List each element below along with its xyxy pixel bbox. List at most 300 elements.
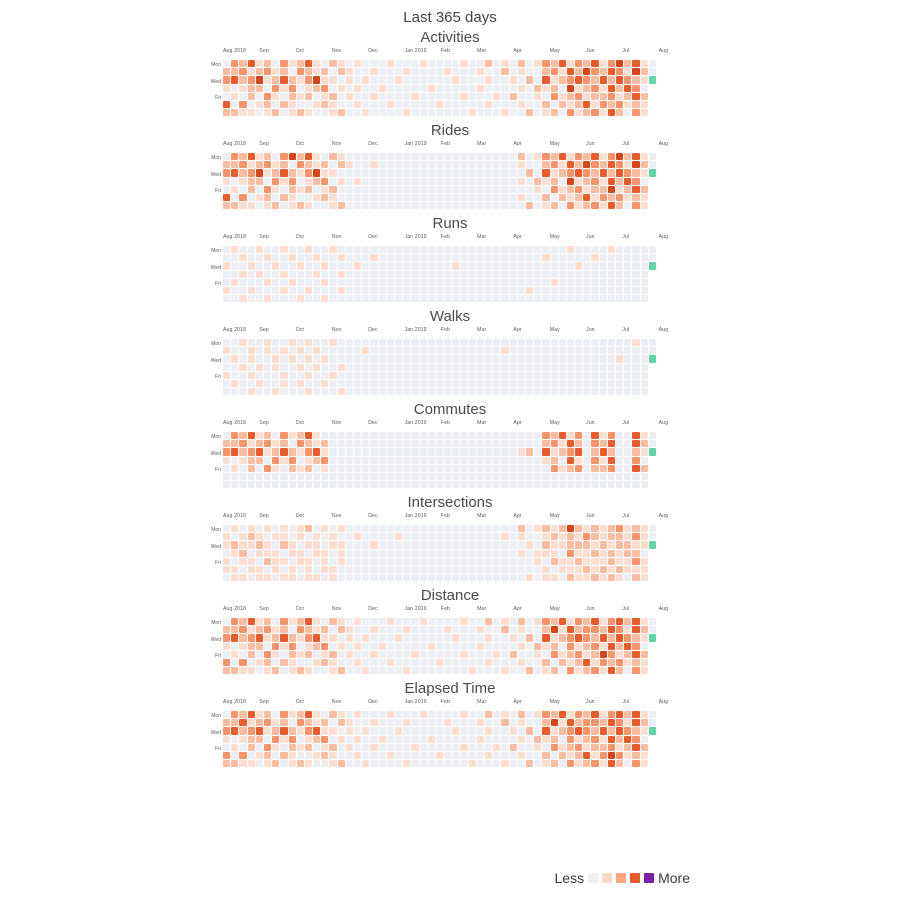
heatmap-day-cell[interactable] <box>518 634 525 641</box>
heatmap-day-cell[interactable] <box>395 372 402 379</box>
heatmap-day-cell[interactable] <box>469 744 476 751</box>
heatmap-day-cell[interactable] <box>420 558 427 565</box>
heatmap-day-cell[interactable] <box>387 380 394 387</box>
heatmap-day-cell[interactable] <box>591 109 598 116</box>
heatmap-day-cell[interactable] <box>231 558 238 565</box>
heatmap-day-cell[interactable] <box>354 760 361 767</box>
heatmap-day-cell[interactable] <box>329 202 336 209</box>
heatmap-day-cell[interactable] <box>289 667 296 674</box>
heatmap-day-cell[interactable] <box>411 153 418 160</box>
heatmap-day-cell[interactable] <box>329 525 336 532</box>
heatmap-day-cell[interactable] <box>403 651 410 658</box>
heatmap-day-cell[interactable] <box>313 626 320 633</box>
heatmap-day-cell[interactable] <box>477 364 484 371</box>
heatmap-day-cell[interactable] <box>575 525 582 532</box>
heatmap-day-cell[interactable] <box>329 533 336 540</box>
heatmap-day-cell[interactable] <box>493 533 500 540</box>
heatmap-day-cell[interactable] <box>379 727 386 734</box>
heatmap-day-cell[interactable] <box>379 364 386 371</box>
heatmap-day-cell[interactable] <box>436 448 443 455</box>
heatmap-day-cell[interactable] <box>354 618 361 625</box>
heatmap-day-cell[interactable] <box>641 388 648 395</box>
heatmap-day-cell[interactable] <box>280 364 287 371</box>
heatmap-day-cell[interactable] <box>616 618 623 625</box>
heatmap-day-cell[interactable] <box>436 727 443 734</box>
heatmap-day-cell[interactable] <box>551 752 558 759</box>
heatmap-day-cell[interactable] <box>551 634 558 641</box>
heatmap-day-cell[interactable] <box>329 643 336 650</box>
heatmap-day-cell[interactable] <box>624 380 631 387</box>
heatmap-day-cell[interactable] <box>624 60 631 67</box>
heatmap-day-cell[interactable] <box>559 93 566 100</box>
heatmap-day-cell[interactable] <box>600 541 607 548</box>
heatmap-day-cell[interactable] <box>583 566 590 573</box>
heatmap-day-cell[interactable] <box>641 68 648 75</box>
heatmap-day-cell[interactable] <box>248 202 255 209</box>
heatmap-day-cell[interactable] <box>379 60 386 67</box>
heatmap-day-cell[interactable] <box>632 85 639 92</box>
heatmap-day-cell[interactable] <box>289 85 296 92</box>
heatmap-day-cell[interactable] <box>501 93 508 100</box>
heatmap-day-cell[interactable] <box>526 295 533 302</box>
heatmap-day-cell[interactable] <box>403 68 410 75</box>
heatmap-day-cell[interactable] <box>248 541 255 548</box>
heatmap-day-cell[interactable] <box>591 752 598 759</box>
heatmap-day-cell[interactable] <box>493 457 500 464</box>
heatmap-day-cell[interactable] <box>460 727 467 734</box>
heatmap-day-cell[interactable] <box>452 380 459 387</box>
heatmap-day-cell[interactable] <box>248 727 255 734</box>
heatmap-day-cell[interactable] <box>338 727 345 734</box>
heatmap-day-cell[interactable] <box>518 574 525 581</box>
heatmap-day-cell[interactable] <box>452 618 459 625</box>
heatmap-day-cell[interactable] <box>632 68 639 75</box>
heatmap-day-cell[interactable] <box>362 380 369 387</box>
heatmap-day-cell[interactable] <box>608 727 615 734</box>
heatmap-day-cell[interactable] <box>354 448 361 455</box>
heatmap-day-cell[interactable] <box>362 287 369 294</box>
heatmap-day-cell[interactable] <box>649 440 656 447</box>
heatmap-day-cell[interactable] <box>346 380 353 387</box>
heatmap-day-cell[interactable] <box>428 574 435 581</box>
heatmap-day-cell[interactable] <box>239 339 246 346</box>
heatmap-day-cell[interactable] <box>444 271 451 278</box>
heatmap-day-cell[interactable] <box>338 153 345 160</box>
heatmap-day-cell[interactable] <box>534 279 541 286</box>
heatmap-day-cell[interactable] <box>411 169 418 176</box>
heatmap-day-cell[interactable] <box>485 711 492 718</box>
heatmap-day-cell[interactable] <box>223 194 230 201</box>
heatmap-day-cell[interactable] <box>452 440 459 447</box>
heatmap-day-cell[interactable] <box>444 295 451 302</box>
heatmap-day-cell[interactable] <box>559 68 566 75</box>
heatmap-day-cell[interactable] <box>354 651 361 658</box>
heatmap-day-cell[interactable] <box>444 473 451 480</box>
heatmap-day-cell[interactable] <box>649 711 656 718</box>
heatmap-day-cell[interactable] <box>362 626 369 633</box>
heatmap-day-cell[interactable] <box>436 719 443 726</box>
heatmap-day-cell[interactable] <box>600 372 607 379</box>
heatmap-day-cell[interactable] <box>338 550 345 557</box>
heatmap-day-cell[interactable] <box>395 626 402 633</box>
heatmap-day-cell[interactable] <box>272 287 279 294</box>
heatmap-day-cell[interactable] <box>526 194 533 201</box>
heatmap-day-cell[interactable] <box>444 574 451 581</box>
heatmap-day-cell[interactable] <box>616 186 623 193</box>
heatmap-day-cell[interactable] <box>272 432 279 439</box>
heatmap-day-cell[interactable] <box>436 287 443 294</box>
heatmap-day-cell[interactable] <box>354 194 361 201</box>
heatmap-day-cell[interactable] <box>510 550 517 557</box>
heatmap-day-cell[interactable] <box>305 634 312 641</box>
heatmap-day-cell[interactable] <box>313 287 320 294</box>
heatmap-day-cell[interactable] <box>551 525 558 532</box>
heatmap-day-cell[interactable] <box>395 760 402 767</box>
heatmap-day-cell[interactable] <box>387 347 394 354</box>
heatmap-day-cell[interactable] <box>542 93 549 100</box>
heatmap-day-cell[interactable] <box>370 372 377 379</box>
heatmap-day-cell[interactable] <box>223 347 230 354</box>
heatmap-day-cell[interactable] <box>559 566 566 573</box>
heatmap-day-cell[interactable] <box>460 380 467 387</box>
heatmap-day-cell[interactable] <box>354 178 361 185</box>
heatmap-day-cell[interactable] <box>649 760 656 767</box>
heatmap-day-cell[interactable] <box>264 380 271 387</box>
heatmap-day-cell[interactable] <box>239 533 246 540</box>
heatmap-day-cell[interactable] <box>469 727 476 734</box>
heatmap-day-cell[interactable] <box>452 651 459 658</box>
heatmap-day-cell[interactable] <box>624 744 631 751</box>
heatmap-day-cell[interactable] <box>387 287 394 294</box>
heatmap-day-cell[interactable] <box>370 481 377 488</box>
heatmap-day-cell[interactable] <box>370 448 377 455</box>
heatmap-day-cell[interactable] <box>567 473 574 480</box>
heatmap-day-cell[interactable] <box>452 68 459 75</box>
heatmap-day-cell[interactable] <box>567 347 574 354</box>
heatmap-day-cell[interactable] <box>362 93 369 100</box>
heatmap-day-cell[interactable] <box>321 380 328 387</box>
heatmap-day-cell[interactable] <box>649 618 656 625</box>
heatmap-day-cell[interactable] <box>567 550 574 557</box>
heatmap-day-cell[interactable] <box>420 525 427 532</box>
heatmap-day-cell[interactable] <box>485 457 492 464</box>
heatmap-day-cell[interactable] <box>354 550 361 557</box>
heatmap-day-cell[interactable] <box>420 339 427 346</box>
heatmap-day-cell[interactable] <box>370 667 377 674</box>
heatmap-day-cell[interactable] <box>583 481 590 488</box>
heatmap-day-cell[interactable] <box>452 744 459 751</box>
heatmap-day-cell[interactable] <box>321 101 328 108</box>
heatmap-day-cell[interactable] <box>313 202 320 209</box>
heatmap-day-cell[interactable] <box>223 372 230 379</box>
heatmap-day-cell[interactable] <box>469 380 476 387</box>
heatmap-day-cell[interactable] <box>575 440 582 447</box>
heatmap-day-cell[interactable] <box>379 574 386 581</box>
heatmap-day-cell[interactable] <box>297 558 304 565</box>
heatmap-day-cell[interactable] <box>403 432 410 439</box>
heatmap-day-cell[interactable] <box>272 347 279 354</box>
heatmap-day-cell[interactable] <box>272 541 279 548</box>
heatmap-day-cell[interactable] <box>649 744 656 751</box>
heatmap-day-cell[interactable] <box>460 339 467 346</box>
heatmap-day-cell[interactable] <box>477 541 484 548</box>
heatmap-day-cell[interactable] <box>534 93 541 100</box>
heatmap-day-cell[interactable] <box>272 279 279 286</box>
heatmap-day-cell[interactable] <box>632 574 639 581</box>
heatmap-day-cell[interactable] <box>395 68 402 75</box>
heatmap-day-cell[interactable] <box>649 186 656 193</box>
heatmap-day-cell[interactable] <box>313 711 320 718</box>
heatmap-day-cell[interactable] <box>387 202 394 209</box>
heatmap-day-cell[interactable] <box>567 481 574 488</box>
heatmap-day-cell[interactable] <box>313 246 320 253</box>
heatmap-day-cell[interactable] <box>526 473 533 480</box>
heatmap-day-cell[interactable] <box>583 618 590 625</box>
heatmap-day-cell[interactable] <box>248 736 255 743</box>
heatmap-day-cell[interactable] <box>321 161 328 168</box>
heatmap-day-cell[interactable] <box>444 448 451 455</box>
heatmap-day-cell[interactable] <box>387 760 394 767</box>
heatmap-day-cell[interactable] <box>501 169 508 176</box>
heatmap-day-cell[interactable] <box>534 109 541 116</box>
heatmap-day-cell[interactable] <box>469 752 476 759</box>
heatmap-day-cell[interactable] <box>567 372 574 379</box>
heatmap-day-cell[interactable] <box>289 643 296 650</box>
heatmap-day-cell[interactable] <box>575 254 582 261</box>
heatmap-day-cell[interactable] <box>264 736 271 743</box>
heatmap-day-cell[interactable] <box>346 525 353 532</box>
heatmap-day-cell[interactable] <box>632 60 639 67</box>
heatmap-day-cell[interactable] <box>403 60 410 67</box>
heatmap-day-cell[interactable] <box>518 727 525 734</box>
heatmap-day-cell[interactable] <box>354 380 361 387</box>
heatmap-day-cell[interactable] <box>477 727 484 734</box>
heatmap-day-cell[interactable] <box>575 432 582 439</box>
heatmap-day-cell[interactable] <box>510 473 517 480</box>
heatmap-day-cell[interactable] <box>608 760 615 767</box>
heatmap-day-cell[interactable] <box>362 440 369 447</box>
heatmap-day-cell[interactable] <box>297 618 304 625</box>
heatmap-day-cell[interactable] <box>510 525 517 532</box>
heatmap-day-cell[interactable] <box>551 711 558 718</box>
heatmap-day-cell[interactable] <box>264 727 271 734</box>
heatmap-day-cell[interactable] <box>223 473 230 480</box>
heatmap-day-cell[interactable] <box>526 736 533 743</box>
heatmap-day-cell[interactable] <box>256 68 263 75</box>
heatmap-day-cell[interactable] <box>354 279 361 286</box>
heatmap-day-cell[interactable] <box>387 262 394 269</box>
heatmap-day-cell[interactable] <box>542 550 549 557</box>
heatmap-day-cell[interactable] <box>354 186 361 193</box>
heatmap-day-cell[interactable] <box>264 651 271 658</box>
heatmap-day-cell[interactable] <box>379 388 386 395</box>
heatmap-day-cell[interactable] <box>526 153 533 160</box>
heatmap-day-cell[interactable] <box>632 711 639 718</box>
heatmap-day-cell[interactable] <box>239 465 246 472</box>
heatmap-today-cell[interactable] <box>649 541 656 548</box>
heatmap-day-cell[interactable] <box>649 643 656 650</box>
heatmap-day-cell[interactable] <box>411 558 418 565</box>
heatmap-day-cell[interactable] <box>559 643 566 650</box>
heatmap-day-cell[interactable] <box>428 752 435 759</box>
heatmap-day-cell[interactable] <box>583 85 590 92</box>
heatmap-day-cell[interactable] <box>346 566 353 573</box>
heatmap-day-cell[interactable] <box>239 525 246 532</box>
heatmap-day-cell[interactable] <box>526 364 533 371</box>
heatmap-day-cell[interactable] <box>608 634 615 641</box>
heatmap-day-cell[interactable] <box>403 76 410 83</box>
heatmap-day-cell[interactable] <box>272 85 279 92</box>
heatmap-day-cell[interactable] <box>542 186 549 193</box>
heatmap-day-cell[interactable] <box>223 178 230 185</box>
heatmap-day-cell[interactable] <box>264 178 271 185</box>
heatmap-day-cell[interactable] <box>641 440 648 447</box>
heatmap-day-cell[interactable] <box>510 271 517 278</box>
heatmap-day-cell[interactable] <box>551 473 558 480</box>
heatmap-day-cell[interactable] <box>256 254 263 261</box>
heatmap-day-cell[interactable] <box>313 643 320 650</box>
heatmap-day-cell[interactable] <box>420 194 427 201</box>
heatmap-day-cell[interactable] <box>518 432 525 439</box>
heatmap-day-cell[interactable] <box>616 194 623 201</box>
heatmap-day-cell[interactable] <box>370 525 377 532</box>
heatmap-day-cell[interactable] <box>632 254 639 261</box>
heatmap-day-cell[interactable] <box>575 161 582 168</box>
heatmap-day-cell[interactable] <box>370 473 377 480</box>
heatmap-day-cell[interactable] <box>403 295 410 302</box>
heatmap-day-cell[interactable] <box>591 736 598 743</box>
heatmap-day-cell[interactable] <box>632 760 639 767</box>
heatmap-day-cell[interactable] <box>591 380 598 387</box>
heatmap-day-cell[interactable] <box>608 76 615 83</box>
heatmap-day-cell[interactable] <box>329 178 336 185</box>
heatmap-day-cell[interactable] <box>600 752 607 759</box>
heatmap-day-cell[interactable] <box>248 659 255 666</box>
heatmap-day-cell[interactable] <box>575 550 582 557</box>
heatmap-day-cell[interactable] <box>436 202 443 209</box>
heatmap-day-cell[interactable] <box>477 432 484 439</box>
heatmap-day-cell[interactable] <box>379 295 386 302</box>
heatmap-day-cell[interactable] <box>641 380 648 387</box>
heatmap-day-cell[interactable] <box>600 651 607 658</box>
heatmap-day-cell[interactable] <box>444 339 451 346</box>
heatmap-day-cell[interactable] <box>551 760 558 767</box>
heatmap-day-cell[interactable] <box>305 109 312 116</box>
heatmap-day-cell[interactable] <box>526 711 533 718</box>
heatmap-day-cell[interactable] <box>510 109 517 116</box>
heatmap-day-cell[interactable] <box>428 448 435 455</box>
heatmap-day-cell[interactable] <box>616 202 623 209</box>
heatmap-day-cell[interactable] <box>362 271 369 278</box>
heatmap-day-cell[interactable] <box>420 279 427 286</box>
heatmap-day-cell[interactable] <box>264 347 271 354</box>
heatmap-day-cell[interactable] <box>518 347 525 354</box>
heatmap-day-cell[interactable] <box>354 667 361 674</box>
heatmap-day-cell[interactable] <box>297 364 304 371</box>
heatmap-day-cell[interactable] <box>649 287 656 294</box>
heatmap-day-cell[interactable] <box>346 153 353 160</box>
heatmap-day-cell[interactable] <box>510 448 517 455</box>
heatmap-day-cell[interactable] <box>305 727 312 734</box>
heatmap-day-cell[interactable] <box>649 271 656 278</box>
heatmap-day-cell[interactable] <box>223 719 230 726</box>
heatmap-day-cell[interactable] <box>649 68 656 75</box>
heatmap-day-cell[interactable] <box>501 618 508 625</box>
heatmap-day-cell[interactable] <box>370 93 377 100</box>
heatmap-day-cell[interactable] <box>436 550 443 557</box>
heatmap-day-cell[interactable] <box>403 109 410 116</box>
heatmap-day-cell[interactable] <box>395 752 402 759</box>
heatmap-day-cell[interactable] <box>403 347 410 354</box>
heatmap-day-cell[interactable] <box>387 76 394 83</box>
heatmap-day-cell[interactable] <box>591 667 598 674</box>
heatmap-day-cell[interactable] <box>518 744 525 751</box>
heatmap-day-cell[interactable] <box>567 287 574 294</box>
heatmap-day-cell[interactable] <box>395 473 402 480</box>
heatmap-day-cell[interactable] <box>501 473 508 480</box>
heatmap-day-cell[interactable] <box>477 574 484 581</box>
heatmap-day-cell[interactable] <box>518 626 525 633</box>
heatmap-day-cell[interactable] <box>289 60 296 67</box>
heatmap-day-cell[interactable] <box>493 618 500 625</box>
heatmap-day-cell[interactable] <box>280 473 287 480</box>
heatmap-day-cell[interactable] <box>583 760 590 767</box>
heatmap-day-cell[interactable] <box>477 719 484 726</box>
heatmap-day-cell[interactable] <box>338 448 345 455</box>
heatmap-day-cell[interactable] <box>460 101 467 108</box>
heatmap-day-cell[interactable] <box>510 101 517 108</box>
heatmap-day-cell[interactable] <box>403 727 410 734</box>
heatmap-day-cell[interactable] <box>616 525 623 532</box>
heatmap-day-cell[interactable] <box>436 667 443 674</box>
heatmap-day-cell[interactable] <box>313 667 320 674</box>
heatmap-day-cell[interactable] <box>346 279 353 286</box>
heatmap-day-cell[interactable] <box>608 194 615 201</box>
heatmap-day-cell[interactable] <box>321 574 328 581</box>
heatmap-day-cell[interactable] <box>272 271 279 278</box>
heatmap-day-cell[interactable] <box>264 626 271 633</box>
heatmap-day-cell[interactable] <box>428 372 435 379</box>
heatmap-day-cell[interactable] <box>469 186 476 193</box>
heatmap-day-cell[interactable] <box>248 448 255 455</box>
heatmap-day-cell[interactable] <box>559 727 566 734</box>
heatmap-day-cell[interactable] <box>231 194 238 201</box>
heatmap-day-cell[interactable] <box>248 618 255 625</box>
heatmap-day-cell[interactable] <box>501 287 508 294</box>
heatmap-day-cell[interactable] <box>632 558 639 565</box>
heatmap-day-cell[interactable] <box>272 380 279 387</box>
heatmap-day-cell[interactable] <box>501 101 508 108</box>
heatmap-day-cell[interactable] <box>223 626 230 633</box>
heatmap-day-cell[interactable] <box>346 388 353 395</box>
heatmap-day-cell[interactable] <box>460 634 467 641</box>
heatmap-day-cell[interactable] <box>510 246 517 253</box>
heatmap-day-cell[interactable] <box>510 727 517 734</box>
heatmap-day-cell[interactable] <box>280 634 287 641</box>
heatmap-day-cell[interactable] <box>329 194 336 201</box>
heatmap-day-cell[interactable] <box>338 287 345 294</box>
heatmap-day-cell[interactable] <box>346 574 353 581</box>
heatmap-day-cell[interactable] <box>469 101 476 108</box>
heatmap-day-cell[interactable] <box>223 169 230 176</box>
heatmap-day-cell[interactable] <box>469 736 476 743</box>
heatmap-day-cell[interactable] <box>567 541 574 548</box>
heatmap-day-cell[interactable] <box>321 194 328 201</box>
heatmap-day-cell[interactable] <box>608 287 615 294</box>
heatmap-day-cell[interactable] <box>583 440 590 447</box>
heatmap-day-cell[interactable] <box>395 85 402 92</box>
heatmap-day-cell[interactable] <box>436 109 443 116</box>
